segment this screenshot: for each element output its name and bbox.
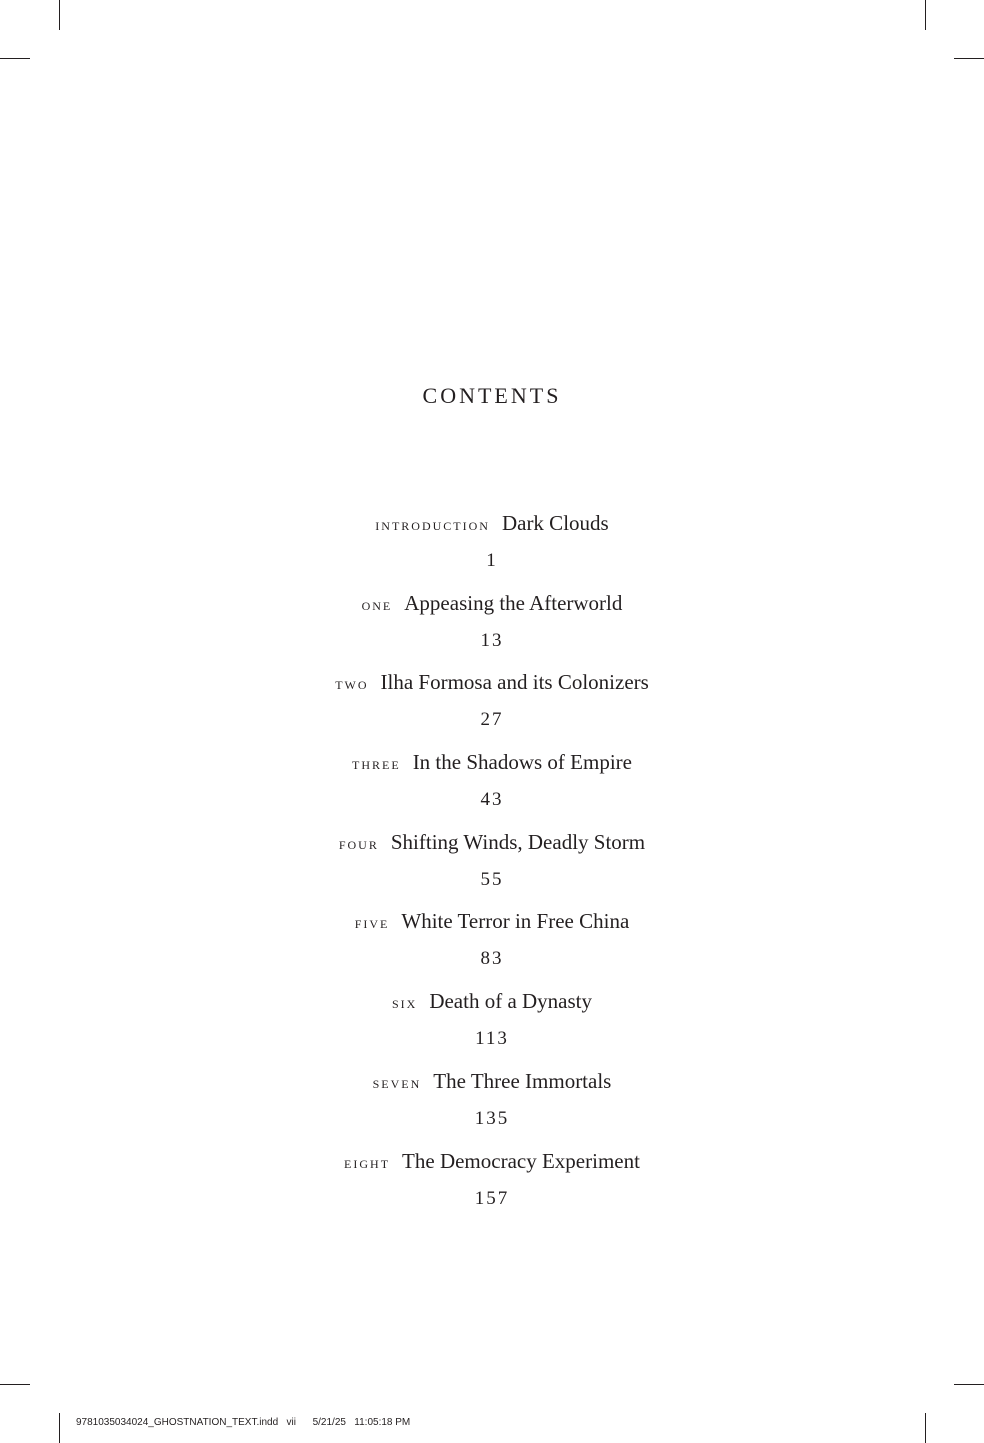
chapter-page-number: 83 — [480, 948, 504, 970]
print-slug: 9781035034024_GHOSTNATION_TEXT.indd vii 5/21/25 11:05:18 PM — [76, 1417, 411, 1428]
crop-mark-left-top — [0, 58, 30, 59]
crop-mark-top-right — [925, 0, 926, 30]
chapter-page-number: 27 — [480, 709, 504, 731]
crop-mark-right-bottom — [954, 1384, 984, 1385]
toc-entry-five[interactable] — [0, 903, 984, 983]
chapter-title: White Terror in Free China — [401, 909, 630, 934]
chapter-label: three — [352, 754, 401, 774]
chapter-title: Appeasing the Afterworld — [404, 590, 623, 615]
chapter-page-number: 55 — [480, 868, 504, 890]
chapter-label: six — [391, 993, 418, 1013]
crop-mark-left-bottom — [0, 1384, 30, 1385]
crop-mark-bottom-right — [925, 1413, 926, 1443]
chapter-title: In the Shadows of Empire — [412, 750, 632, 775]
crop-mark-right-top — [954, 58, 984, 59]
chapter-title: The Three Immortals — [433, 1068, 612, 1093]
chapter-label: seven — [372, 1072, 422, 1092]
toc-entry-one[interactable] — [0, 585, 984, 665]
crop-mark-top-left — [59, 0, 60, 30]
toc-entry-introduction[interactable] — [0, 505, 984, 585]
toc-entry-seven[interactable] — [0, 1063, 984, 1143]
chapter-title: Ilha Formosa and its Colonizers — [380, 670, 649, 695]
chapter-page-number: 157 — [474, 1187, 510, 1209]
chapter-title: The Democracy Experiment — [402, 1148, 640, 1173]
table-of-contents — [0, 505, 984, 1222]
chapter-label: one — [361, 594, 393, 614]
chapter-page-number: 1 — [486, 550, 498, 571]
chapter-label: introduction — [375, 515, 490, 534]
chapter-page-number: 113 — [475, 1028, 509, 1050]
toc-entry-six[interactable] — [0, 983, 984, 1063]
chapter-label: eight — [344, 1152, 391, 1172]
chapter-title: Dark Clouds — [501, 511, 609, 535]
crop-mark-bottom-left — [59, 1413, 60, 1443]
chapter-label: five — [354, 913, 390, 933]
chapter-label: four — [338, 833, 379, 853]
toc-entry-eight[interactable] — [0, 1143, 984, 1223]
toc-entry-three[interactable] — [0, 744, 984, 824]
page-title: CONTENTS — [422, 383, 562, 408]
chapter-title: Death of a Dynasty — [429, 989, 593, 1014]
chapter-page-number: 135 — [474, 1107, 510, 1129]
chapter-label: two — [335, 674, 369, 694]
chapter-title: Shifting Winds, Deadly Storm — [390, 829, 646, 854]
toc-entry-four[interactable] — [0, 824, 984, 904]
chapter-page-number: 43 — [480, 789, 504, 811]
chapter-page-number: 13 — [480, 629, 504, 651]
toc-entry-two[interactable] — [0, 664, 984, 744]
